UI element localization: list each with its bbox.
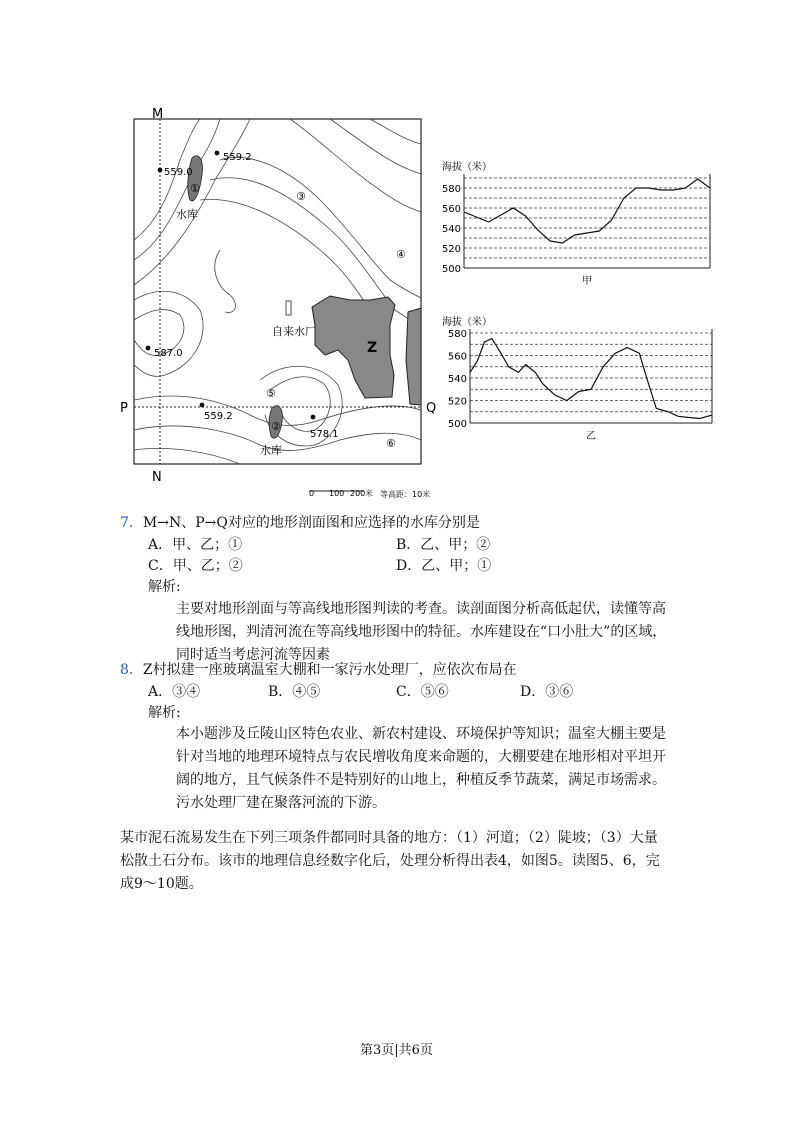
spot-height-dot [311, 415, 316, 420]
q8-option-d[interactable]: D．③⑥ [520, 684, 574, 700]
q8-stem [120, 660, 517, 680]
scale-unit: 米 [365, 489, 373, 498]
scale-value: 100 [329, 489, 345, 498]
chart-title: 甲 [582, 276, 592, 287]
chart-ylabel: 海拔（米） [442, 162, 492, 173]
chart-tick-label: 580 [441, 184, 461, 195]
q8-stem-text: Z村拟建一座玻璃温室大棚和一家污水处理厂，应依次布局在 [142, 662, 517, 678]
q7-analysis: 主要对地形剖面与等高线地形图判读的考查。读剖面图分析高低起伏，读懂等高线地形图，判清河流在等高线地形图中的特征。水库建设在“口小肚大”的区域，同时适当考虑河流等因素 [176, 601, 667, 663]
chart-tick-label: 500 [441, 264, 461, 275]
chart-title: 乙 [586, 431, 596, 442]
label-m: M [152, 107, 164, 122]
profile-line [464, 179, 710, 243]
area-marker-4: ④ [396, 248, 406, 261]
q8-option-c[interactable]: C．⑤⑥ [396, 684, 449, 700]
chart-tick-label: 500 [447, 419, 467, 430]
area-marker-5: ⑤ [266, 387, 276, 400]
reservoir-2-label: 水库 [260, 444, 282, 457]
area-marker-3: ③ [296, 190, 306, 203]
spot-height-dot [158, 168, 163, 173]
chart-tick-label: 520 [447, 396, 467, 408]
label-n: N [152, 470, 162, 485]
q7-option-b[interactable]: B．乙、甲；② [396, 537, 491, 553]
area-marker-6: ⑥ [386, 437, 396, 450]
waterworks-label: 自来水厂 [272, 325, 316, 338]
chart-tick-label: 560 [441, 204, 461, 215]
spot-height-dot [146, 346, 151, 351]
q7-stem-text: M→N、P→Q对应的地形剖面图和应选择的水库分别是 [142, 515, 480, 531]
q8-analysis: 本小题涉及丘陵山区特色农业、新农村建设、环境保护等知识；温室大棚主要是针对当地的地理环境特点与农民增收角度来命题的，大棚要建在地形相对平坦开阔的地方，且气候条件不是特别好的山地上，种植反季节蔬菜，满足市场需求。污水处理厂建在聚落河流的下游。 [176, 726, 666, 811]
q7-analysis-label: 解析: [148, 579, 181, 595]
chart-tick-label: 540 [447, 374, 467, 385]
elevation-label: 587.0 [154, 348, 183, 359]
chart-tick-label: 540 [441, 224, 461, 235]
reservoir-1-marker: ① [190, 182, 200, 195]
elevation-label: 578.1 [310, 429, 339, 440]
q8-analysis-label: 解析: [148, 705, 181, 721]
q7-option-c[interactable]: C．甲、乙；② [148, 558, 243, 574]
contour-map [120, 100, 440, 510]
chart-ylabel: 海拔（米） [442, 317, 492, 328]
page-footer: 第3页|共6页 [360, 1043, 433, 1058]
elevation-label: 559.2 [223, 152, 252, 163]
village-edge-area [406, 308, 421, 405]
village-z-label: Z [367, 340, 378, 356]
spot-height-dot [200, 403, 205, 408]
spot-height-dot [215, 151, 220, 156]
q8-option-a[interactable]: A．③④ [148, 684, 201, 700]
q7-option-a[interactable]: A．甲、乙；① [148, 537, 243, 553]
elevation-label: 559.0 [164, 167, 193, 178]
q8-option-b[interactable]: B．④⑤ [268, 684, 321, 700]
village-z-area [312, 296, 395, 398]
contour-interval: 等高距：10米 [380, 490, 431, 499]
q7-number: 7． [120, 515, 143, 531]
elevation-label: 559.2 [204, 411, 233, 422]
scale-value: 200 [350, 489, 366, 498]
scale-value: 0 [309, 489, 315, 498]
label-q: Q [426, 401, 437, 416]
profile-chart-jia [440, 150, 730, 290]
q7-option-d[interactable]: D．乙、甲；① [396, 558, 492, 574]
q8-number: 8． [120, 662, 143, 678]
label-p: P [120, 401, 128, 416]
profile-chart-yi [440, 305, 730, 450]
profile-line [470, 339, 712, 419]
q7-stem [120, 513, 480, 533]
intro-paragraph: 某市泥石流易发生在下列三项条件都同时具备的地方：（1）河道；（2）陡坡；（3）大量松散土石分布。该市的地理信息经数字化后，处理分析得出表4，如图5。读图5、6，完成9～10题。 [120, 830, 660, 892]
chart-tick-label: 560 [447, 351, 467, 363]
reservoir-1-label: 水库 [176, 208, 198, 221]
reservoir-2-marker: ② [271, 420, 281, 433]
waterworks-icon [286, 301, 291, 315]
chart-tick-label: 520 [441, 244, 461, 255]
chart-tick-label: 580 [447, 329, 467, 340]
